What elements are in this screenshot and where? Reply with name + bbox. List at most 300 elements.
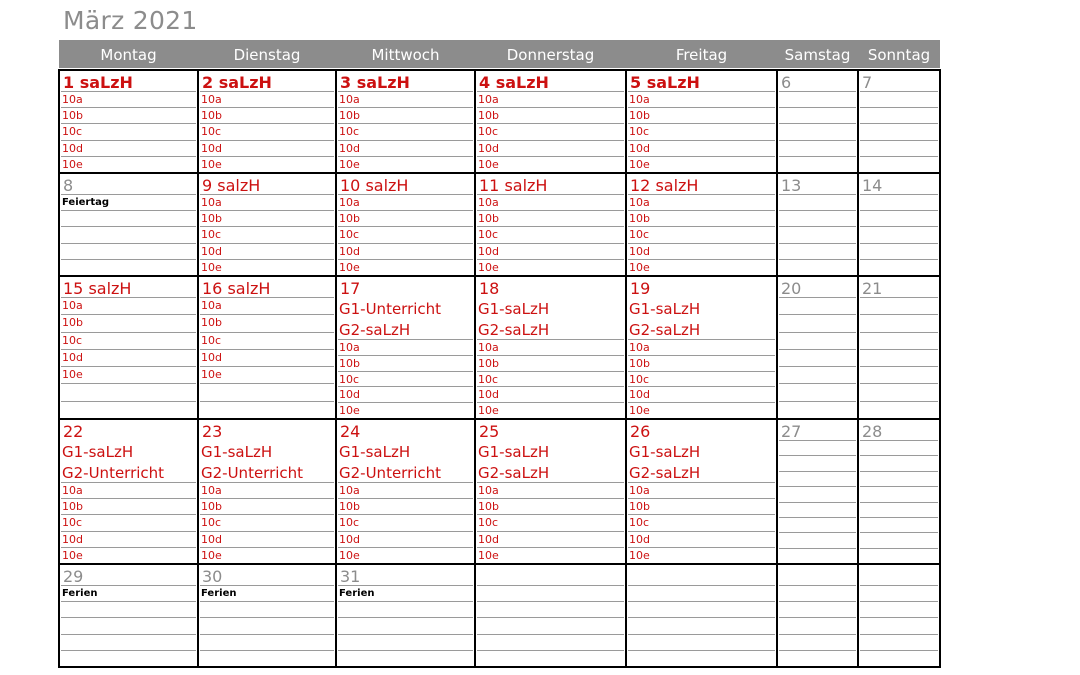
day-cell[interactable]	[198, 70, 336, 173]
day-label: 4 saLzH	[479, 73, 549, 92]
class-entry: 10b	[62, 109, 83, 123]
class-entry: 10b	[201, 500, 222, 514]
group-note: G1-saLzH	[339, 443, 411, 461]
slot-line	[860, 617, 938, 618]
slot-line	[200, 226, 334, 227]
slot-line	[200, 531, 334, 532]
slot-line	[338, 634, 473, 635]
slot-line	[477, 634, 624, 635]
day-note: Ferien	[62, 588, 98, 599]
day-label: 27	[781, 422, 802, 441]
day-cell[interactable]	[777, 276, 858, 419]
class-entry: 10d	[339, 532, 360, 546]
slot-line	[779, 548, 856, 549]
slot-line	[61, 226, 196, 227]
slot-line	[477, 617, 624, 618]
slot-line	[779, 502, 856, 503]
class-entry: 10d	[201, 141, 222, 155]
day-note: Ferien	[339, 588, 375, 599]
class-entry: 10c	[478, 516, 499, 530]
group-note: G2-saLzH	[629, 321, 701, 339]
class-entry: 10c	[478, 228, 499, 242]
slot-line	[477, 498, 624, 499]
slot-line	[860, 210, 938, 211]
slot-line	[200, 401, 334, 402]
class-entry: 10c	[339, 372, 360, 386]
slot-line	[338, 243, 473, 244]
class-entry: 10c	[201, 333, 222, 347]
day-cell[interactable]	[336, 276, 475, 419]
slot-line	[338, 386, 473, 387]
group-note: G1-saLzH	[62, 443, 134, 461]
slot-line	[61, 366, 196, 367]
day-note: Feiertag	[62, 197, 110, 208]
class-entry: 10c	[339, 516, 360, 530]
slot-line	[779, 401, 856, 402]
class-entry: 10a	[478, 484, 499, 497]
slot-line	[200, 547, 334, 548]
class-entry: 10c	[478, 372, 499, 386]
class-entry: 10b	[339, 109, 360, 123]
slot-line	[860, 314, 938, 315]
slot-line	[628, 634, 775, 635]
slot-line	[477, 107, 624, 108]
slot-line	[779, 486, 856, 487]
slot-line	[628, 650, 775, 651]
grid-border-horizontal	[58, 69, 941, 71]
class-entry: 10c	[339, 228, 360, 242]
class-entry: 10c	[629, 372, 650, 386]
slot-line	[61, 514, 196, 515]
slot-line	[200, 259, 334, 260]
class-entry: 10d	[629, 244, 650, 258]
day-label: 22	[63, 422, 84, 441]
class-entry: 10e	[478, 548, 499, 562]
slot-line	[860, 634, 938, 635]
slot-line	[860, 548, 938, 549]
day-cell[interactable]	[475, 173, 626, 276]
slot-line	[779, 140, 856, 141]
class-entry: 10c	[62, 516, 83, 530]
class-entry: 10c	[62, 125, 83, 139]
day-label: 17	[340, 279, 361, 298]
weekday-samstag: Samstag	[784, 46, 851, 64]
day-label: 8	[63, 176, 74, 195]
class-entry: 10d	[629, 532, 650, 546]
grid-border-vertical	[625, 70, 627, 667]
class-entry: 10a	[201, 299, 222, 312]
slot-line	[477, 339, 624, 340]
grid-border-horizontal	[58, 172, 941, 174]
slot-line	[860, 226, 938, 227]
class-entry: 10a	[478, 93, 499, 106]
slot-line	[628, 498, 775, 499]
slot-line	[779, 517, 856, 518]
class-entry: 10a	[339, 93, 360, 106]
slot-line	[779, 226, 856, 227]
weekday-donnerstag: Donnerstag	[506, 46, 595, 64]
slot-line	[860, 259, 938, 260]
day-label: 20	[781, 279, 802, 298]
slot-line	[477, 547, 624, 548]
day-cell[interactable]	[198, 419, 336, 564]
class-entry: 10a	[629, 196, 650, 209]
slot-line	[477, 226, 624, 227]
slot-line	[200, 210, 334, 211]
day-cell[interactable]	[777, 70, 858, 173]
class-entry: 10a	[62, 299, 83, 312]
slot-line	[61, 156, 196, 157]
day-cell[interactable]	[59, 419, 198, 564]
class-entry: 10d	[201, 350, 222, 364]
day-note: Ferien	[201, 588, 237, 599]
day-cell[interactable]	[858, 173, 940, 276]
slot-line	[860, 401, 938, 402]
class-entry: 10c	[339, 125, 360, 139]
class-entry: 10e	[62, 548, 83, 562]
slot-line	[200, 156, 334, 157]
day-cell[interactable]	[475, 564, 626, 667]
slot-line	[477, 259, 624, 260]
class-entry: 10e	[201, 548, 222, 562]
day-cell[interactable]	[59, 173, 198, 276]
weekday-sonntag: Sonntag	[867, 46, 931, 64]
class-entry: 10b	[201, 316, 222, 330]
day-label: 13	[781, 176, 802, 195]
day-cell[interactable]	[198, 564, 336, 667]
class-entry: 10e	[62, 157, 83, 171]
day-cell[interactable]	[59, 276, 198, 419]
slot-line	[61, 634, 196, 635]
slot-line	[779, 349, 856, 350]
slot-line	[61, 401, 196, 402]
class-entry: 10b	[62, 500, 83, 514]
class-entry: 10d	[201, 532, 222, 546]
day-cell[interactable]	[858, 70, 940, 173]
class-entry: 10b	[339, 500, 360, 514]
day-cell[interactable]	[475, 419, 626, 564]
slot-line	[477, 514, 624, 515]
slot-line	[200, 634, 334, 635]
slot-line	[628, 482, 775, 483]
day-cell[interactable]	[59, 564, 198, 667]
class-entry: 10d	[629, 141, 650, 155]
slot-line	[61, 194, 196, 195]
slot-line	[860, 585, 938, 586]
group-note: G2-saLzH	[478, 464, 550, 482]
slot-line	[338, 339, 473, 340]
slot-line	[338, 107, 473, 108]
class-entry: 10b	[62, 316, 83, 330]
day-label: 24	[340, 422, 361, 441]
slot-line	[200, 383, 334, 384]
slot-line	[477, 531, 624, 532]
slot-line	[628, 547, 775, 548]
slot-line	[200, 140, 334, 141]
slot-line	[61, 650, 196, 651]
slot-line	[628, 243, 775, 244]
slot-line	[200, 349, 334, 350]
class-entry: 10e	[339, 548, 360, 562]
class-entry: 10e	[62, 368, 83, 382]
slot-line	[628, 617, 775, 618]
day-cell[interactable]	[626, 419, 777, 564]
slot-line	[779, 585, 856, 586]
slot-line	[779, 156, 856, 157]
day-label: 1 saLzH	[63, 73, 133, 92]
slot-line	[860, 455, 938, 456]
slot-line	[628, 226, 775, 227]
day-cell[interactable]	[858, 276, 940, 419]
class-entry: 10d	[339, 244, 360, 258]
slot-line	[477, 601, 624, 602]
class-entry: 10e	[201, 260, 222, 274]
slot-line	[61, 601, 196, 602]
group-note: G2-Unterricht	[339, 464, 442, 482]
class-entry: 10d	[339, 141, 360, 155]
slot-line	[200, 498, 334, 499]
slot-line	[477, 355, 624, 356]
slot-line	[338, 514, 473, 515]
slot-line	[61, 617, 196, 618]
slot-line	[338, 371, 473, 372]
slot-line	[200, 617, 334, 618]
group-note: G2-saLzH	[629, 464, 701, 482]
weekday-header	[59, 40, 940, 68]
weekday-dienstag: Dienstag	[233, 46, 301, 64]
class-entry: 10d	[201, 244, 222, 258]
class-entry: 10a	[629, 341, 650, 354]
slot-line	[860, 502, 938, 503]
slot-line	[200, 123, 334, 124]
slot-line	[779, 471, 856, 472]
class-entry: 10b	[339, 212, 360, 226]
day-cell[interactable]	[475, 276, 626, 419]
class-entry: 10a	[629, 484, 650, 497]
day-label: 28	[862, 422, 883, 441]
day-label: 26	[630, 422, 651, 441]
slot-line	[779, 366, 856, 367]
day-cell[interactable]	[858, 419, 940, 564]
slot-line	[860, 532, 938, 533]
day-cell[interactable]	[858, 564, 940, 667]
class-entry: 10e	[629, 260, 650, 274]
class-entry: 10a	[201, 93, 222, 106]
slot-line	[200, 243, 334, 244]
slot-line	[860, 601, 938, 602]
class-entry: 10d	[62, 350, 83, 364]
slot-line	[200, 107, 334, 108]
slot-line	[477, 123, 624, 124]
day-label: 15 salzH	[63, 279, 132, 298]
slot-line	[628, 386, 775, 387]
class-entry: 10b	[201, 109, 222, 123]
class-entry: 10e	[478, 157, 499, 171]
day-cell[interactable]	[59, 70, 198, 173]
slot-line	[628, 531, 775, 532]
slot-line	[477, 210, 624, 211]
class-entry: 10d	[478, 388, 499, 402]
class-entry: 10b	[629, 109, 650, 123]
slot-line	[779, 259, 856, 260]
slot-line	[61, 314, 196, 315]
class-entry: 10e	[629, 548, 650, 562]
slot-line	[628, 601, 775, 602]
class-entry: 10a	[478, 341, 499, 354]
slot-line	[61, 498, 196, 499]
slot-line	[338, 210, 473, 211]
day-cell[interactable]	[336, 173, 475, 276]
class-entry: 10c	[478, 125, 499, 139]
slot-line	[61, 140, 196, 141]
slot-line	[860, 140, 938, 141]
grid-border-vertical	[857, 70, 859, 667]
class-entry: 10e	[478, 404, 499, 418]
day-cell[interactable]	[626, 564, 777, 667]
day-cell[interactable]	[336, 70, 475, 173]
class-entry: 10b	[629, 356, 650, 370]
slot-line	[779, 314, 856, 315]
group-note: G1-saLzH	[201, 443, 273, 461]
group-note: G1-saLzH	[478, 443, 550, 461]
slot-line	[860, 471, 938, 472]
slot-line	[338, 547, 473, 548]
slot-line	[61, 332, 196, 333]
slot-line	[338, 601, 473, 602]
slot-line	[628, 107, 775, 108]
day-cell[interactable]	[336, 419, 475, 564]
day-label: 9 salzH	[202, 176, 261, 195]
class-entry: 10c	[629, 125, 650, 139]
slot-line	[61, 123, 196, 124]
slot-line	[779, 210, 856, 211]
class-entry: 10d	[339, 388, 360, 402]
weekday-freitag: Freitag	[675, 46, 728, 64]
slot-line	[338, 482, 473, 483]
group-note: G1-saLzH	[478, 300, 550, 318]
class-entry: 10d	[629, 388, 650, 402]
slot-line	[61, 482, 196, 483]
slot-line	[860, 650, 938, 651]
grid-border-vertical	[474, 70, 476, 667]
grid-border-horizontal	[58, 666, 941, 668]
class-entry: 10b	[478, 500, 499, 514]
day-label: 14	[862, 176, 883, 195]
class-entry: 10c	[201, 125, 222, 139]
slot-line	[860, 123, 938, 124]
class-entry: 10e	[201, 368, 222, 382]
slot-line	[628, 585, 775, 586]
day-cell[interactable]	[198, 276, 336, 419]
class-entry: 10e	[478, 260, 499, 274]
day-cell[interactable]	[777, 419, 858, 564]
day-label: 31	[340, 567, 361, 586]
slot-line	[200, 314, 334, 315]
class-entry: 10d	[478, 141, 499, 155]
slot-line	[477, 402, 624, 403]
slot-line	[779, 634, 856, 635]
slot-line	[200, 366, 334, 367]
slot-line	[779, 383, 856, 384]
class-entry: 10b	[478, 212, 499, 226]
slot-line	[628, 156, 775, 157]
group-note: G2-Unterricht	[62, 464, 165, 482]
day-cell[interactable]	[198, 173, 336, 276]
class-entry: 10a	[339, 341, 360, 354]
grid-border-vertical	[58, 70, 60, 667]
day-label: 2 saLzH	[202, 73, 272, 92]
grid-border-vertical	[197, 70, 199, 667]
slot-line	[860, 517, 938, 518]
grid-border-horizontal	[58, 418, 941, 420]
slot-line	[779, 601, 856, 602]
slot-line	[860, 107, 938, 108]
slot-line	[628, 123, 775, 124]
slot-line	[200, 332, 334, 333]
slot-line	[628, 140, 775, 141]
day-cell[interactable]	[626, 173, 777, 276]
group-note: G1-saLzH	[629, 443, 701, 461]
slot-line	[200, 650, 334, 651]
slot-line	[61, 243, 196, 244]
class-entry: 10c	[62, 333, 83, 347]
grid-border-vertical	[335, 70, 337, 667]
day-label: 30	[202, 567, 223, 586]
day-label: 11 salzH	[479, 176, 548, 195]
slot-line	[860, 332, 938, 333]
class-entry: 10c	[201, 516, 222, 530]
class-entry: 10a	[62, 93, 83, 106]
slot-line	[200, 601, 334, 602]
slot-line	[860, 486, 938, 487]
slot-line	[779, 123, 856, 124]
class-entry: 10b	[629, 500, 650, 514]
day-cell[interactable]	[475, 70, 626, 173]
day-cell[interactable]	[777, 564, 858, 667]
class-entry: 10d	[62, 532, 83, 546]
day-label: 23	[202, 422, 223, 441]
slot-line	[477, 650, 624, 651]
day-label: 7	[862, 73, 873, 92]
day-cell[interactable]	[626, 276, 777, 419]
weekday-montag: Montag	[100, 46, 157, 64]
class-entry: 10e	[629, 157, 650, 171]
slot-line	[860, 366, 938, 367]
slot-line	[61, 531, 196, 532]
slot-line	[338, 156, 473, 157]
slot-line	[61, 349, 196, 350]
slot-line	[628, 514, 775, 515]
slot-line	[628, 402, 775, 403]
grid-border-vertical	[776, 70, 778, 667]
day-label: 6	[781, 73, 792, 92]
slot-line	[338, 123, 473, 124]
slot-line	[628, 339, 775, 340]
class-entry: 10d	[478, 532, 499, 546]
day-cell[interactable]	[626, 70, 777, 173]
grid-border-horizontal	[58, 563, 941, 565]
day-label: 25	[479, 422, 500, 441]
slot-line	[477, 140, 624, 141]
day-cell[interactable]	[336, 564, 475, 667]
slot-line	[477, 371, 624, 372]
slot-line	[338, 402, 473, 403]
class-entry: 10e	[201, 157, 222, 171]
day-cell[interactable]	[777, 173, 858, 276]
class-entry: 10b	[629, 212, 650, 226]
class-entry: 10c	[201, 228, 222, 242]
class-entry: 10a	[62, 484, 83, 497]
